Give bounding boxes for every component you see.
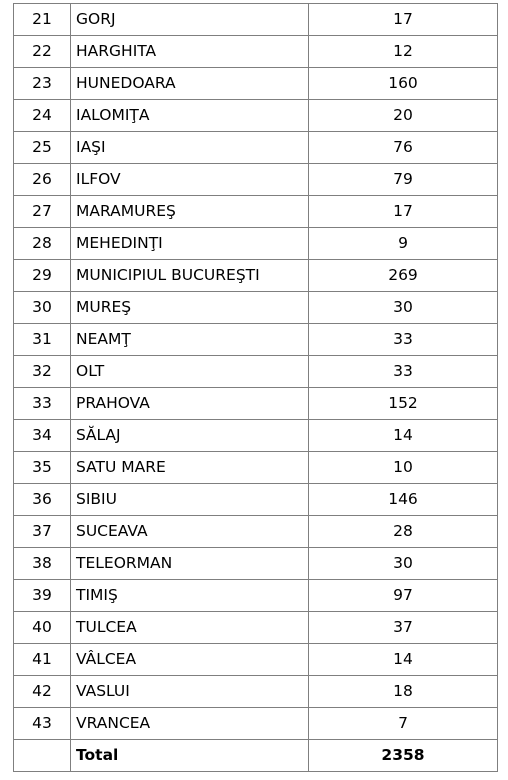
county-table <box>13 3 498 772</box>
table-row <box>14 68 498 100</box>
row-number-cell: 41 <box>14 644 71 676</box>
count-value-cell: 30 <box>309 292 498 324</box>
county-name-cell: VRANCEA <box>71 708 309 740</box>
count-value-cell: 18 <box>309 676 498 708</box>
table-row <box>14 324 498 356</box>
row-number-cell: 26 <box>14 164 71 196</box>
table-row <box>14 36 498 68</box>
county-name-cell: SIBIU <box>71 484 309 516</box>
count-value-cell: 28 <box>309 516 498 548</box>
row-number-cell: 29 <box>14 260 71 292</box>
count-value-cell: 20 <box>309 100 498 132</box>
table-body <box>14 4 498 772</box>
count-value-cell: 10 <box>309 452 498 484</box>
row-number-cell: 22 <box>14 36 71 68</box>
county-name-cell: TULCEA <box>71 612 309 644</box>
row-number-cell: 35 <box>14 452 71 484</box>
row-number-cell: 32 <box>14 356 71 388</box>
table-row <box>14 292 498 324</box>
count-value-cell: 33 <box>309 356 498 388</box>
county-name-cell: TIMIŞ <box>71 580 309 612</box>
county-name-cell: GORJ <box>71 4 309 36</box>
table-row <box>14 132 498 164</box>
table-row <box>14 4 498 36</box>
county-name-cell: VÂLCEA <box>71 644 309 676</box>
table-row <box>14 388 498 420</box>
table-row <box>14 676 498 708</box>
county-name-cell: ILFOV <box>71 164 309 196</box>
row-number-cell: 23 <box>14 68 71 100</box>
row-number-cell: 27 <box>14 196 71 228</box>
county-name-cell: TELEORMAN <box>71 548 309 580</box>
table-row <box>14 420 498 452</box>
count-value-cell: 269 <box>309 260 498 292</box>
county-name-cell: MEHEDINŢI <box>71 228 309 260</box>
table-row <box>14 484 498 516</box>
count-value-cell: 14 <box>309 420 498 452</box>
total-number-cell <box>14 740 71 772</box>
table-row <box>14 580 498 612</box>
count-value-cell: 146 <box>309 484 498 516</box>
county-name-cell: IAŞI <box>71 132 309 164</box>
count-value-cell: 14 <box>309 644 498 676</box>
count-value-cell: 12 <box>309 36 498 68</box>
count-value-cell: 152 <box>309 388 498 420</box>
county-name-cell: SATU MARE <box>71 452 309 484</box>
row-number-cell: 36 <box>14 484 71 516</box>
total-row <box>14 740 498 772</box>
row-number-cell: 31 <box>14 324 71 356</box>
row-number-cell: 40 <box>14 612 71 644</box>
county-name-cell: VASLUI <box>71 676 309 708</box>
county-name-cell: SĂLAJ <box>71 420 309 452</box>
count-value-cell: 79 <box>309 164 498 196</box>
count-value-cell: 160 <box>309 68 498 100</box>
county-name-cell: OLT <box>71 356 309 388</box>
county-name-cell: IALOMIŢA <box>71 100 309 132</box>
county-name-cell: MUREŞ <box>71 292 309 324</box>
total-label-cell: Total <box>71 740 309 772</box>
row-number-cell: 42 <box>14 676 71 708</box>
county-name-cell: MARAMUREŞ <box>71 196 309 228</box>
table-row <box>14 164 498 196</box>
count-value-cell: 33 <box>309 324 498 356</box>
row-number-cell: 39 <box>14 580 71 612</box>
row-number-cell: 34 <box>14 420 71 452</box>
count-value-cell: 97 <box>309 580 498 612</box>
row-number-cell: 33 <box>14 388 71 420</box>
county-name-cell: HARGHITA <box>71 36 309 68</box>
table-row <box>14 612 498 644</box>
count-value-cell: 30 <box>309 548 498 580</box>
row-number-cell: 30 <box>14 292 71 324</box>
table-row <box>14 516 498 548</box>
row-number-cell: 21 <box>14 4 71 36</box>
total-value-cell: 2358 <box>309 740 498 772</box>
table-row <box>14 356 498 388</box>
table-row <box>14 708 498 740</box>
row-number-cell: 43 <box>14 708 71 740</box>
county-name-cell: SUCEAVA <box>71 516 309 548</box>
count-value-cell: 9 <box>309 228 498 260</box>
table-row <box>14 260 498 292</box>
count-value-cell: 17 <box>309 196 498 228</box>
county-name-cell: HUNEDOARA <box>71 68 309 100</box>
table-row <box>14 548 498 580</box>
table-row <box>14 228 498 260</box>
row-number-cell: 25 <box>14 132 71 164</box>
count-value-cell: 7 <box>309 708 498 740</box>
row-number-cell: 28 <box>14 228 71 260</box>
table-row <box>14 100 498 132</box>
county-name-cell: PRAHOVA <box>71 388 309 420</box>
row-number-cell: 37 <box>14 516 71 548</box>
county-name-cell: NEAMŢ <box>71 324 309 356</box>
count-value-cell: 76 <box>309 132 498 164</box>
row-number-cell: 24 <box>14 100 71 132</box>
table-row <box>14 644 498 676</box>
county-name-cell: MUNICIPIUL BUCUREŞTI <box>71 260 309 292</box>
count-value-cell: 17 <box>309 4 498 36</box>
table-row <box>14 452 498 484</box>
row-number-cell: 38 <box>14 548 71 580</box>
table-row <box>14 196 498 228</box>
count-value-cell: 37 <box>309 612 498 644</box>
